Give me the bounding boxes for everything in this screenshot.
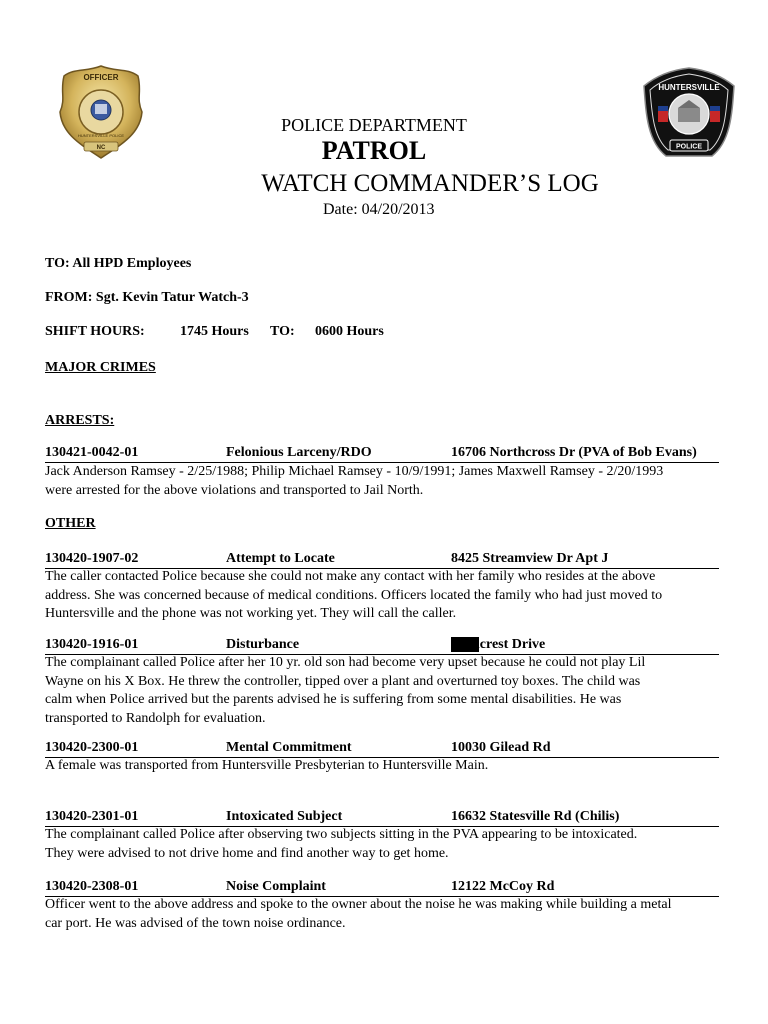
shift-start: 1745 Hours — [180, 324, 249, 339]
narrative-line: Officer went to the above address and spoke to the owner about the noise he was making while building a metal — [45, 897, 672, 912]
incident-location: 10030 Gilead Rd — [451, 740, 551, 755]
case-number: 130420-2300-01 — [45, 740, 139, 755]
narrative-line: Huntersville and the phone was not working yet. They will call the caller. — [45, 606, 457, 621]
incident-type: Mental Commitment — [226, 740, 352, 755]
entry-header — [45, 879, 719, 897]
svg-text:HUNTERSVILLE: HUNTERSVILLE — [658, 83, 720, 92]
entry-header — [45, 809, 719, 827]
entry-header — [45, 551, 719, 569]
patrol-heading: PATROL — [321, 136, 427, 165]
entry-header — [45, 637, 719, 655]
narrative-line: Wayne on his X Box. He threw the controller, tipped over a plant and overturned toy boxes. The child was — [45, 673, 641, 689]
entry-narrative — [45, 826, 725, 863]
shift-label: SHIFT HOURS: — [45, 324, 145, 339]
narrative-line: car port. He was advised of the town noise ordinance. — [45, 915, 346, 931]
incident-location: 16706 Northcross Dr (PVA of Bob Evans) — [451, 445, 697, 460]
narrative-line: address. She was concerned because of medical conditions. Officers located the family who had just moved to — [45, 587, 663, 603]
incident-type: Felonious Larceny/RDO — [226, 445, 372, 460]
svg-text:OFFICER: OFFICER — [83, 73, 119, 82]
narrative-line: The caller contacted Police because she could not make any contact with her family who resides at the above — [45, 569, 656, 584]
section-arrests: ARRESTS: — [45, 413, 115, 428]
memo-from: FROM: Sgt. Kevin Tatur Watch-3 — [45, 290, 249, 305]
memo-shift-hours — [45, 324, 384, 340]
entry-narrative — [45, 757, 725, 776]
narrative-line: Jack Anderson Ramsey - 2/25/1988; Philip Michael Ramsey - 10/9/1991; James Maxwell Ramsey - 2/20/1993 — [45, 464, 664, 479]
narrative-line: A female was transported from Huntersville Presbyterian to Huntersville Main. — [45, 758, 489, 773]
narrative-line: They were advised to not drive home and find another way to get home. — [45, 845, 449, 861]
narrative-line: The complainant called Police after her 10 yr. old son had become very upset because he could not play Lil — [45, 655, 646, 670]
memo-to: TO: All HPD Employees — [45, 256, 192, 271]
incident-location: 12122 McCoy Rd — [451, 879, 555, 894]
case-number: 130420-2308-01 — [45, 879, 139, 894]
entry-narrative — [45, 654, 725, 728]
incident-type: Noise Complaint — [226, 879, 326, 894]
narrative-line: The complainant called Police after observing two subjects sitting in the PVA appearing to be intoxicated. — [45, 827, 638, 842]
section-major-crimes: MAJOR CRIMES — [45, 360, 156, 375]
shift-end: 0600 Hours — [315, 324, 384, 339]
entry-narrative — [45, 463, 725, 500]
log-date: Date: 04/20/2013 — [323, 201, 435, 218]
department-heading: POLICE DEPARTMENT — [281, 115, 467, 135]
incident-type: Disturbance — [226, 637, 300, 652]
incident-type: Intoxicated Subject — [226, 809, 343, 824]
entry-narrative — [45, 896, 725, 933]
shift-to: TO: — [270, 324, 295, 339]
incident-location: 16632 Statesville Rd (Chilis) — [451, 809, 620, 824]
incident-type: Attempt to Locate — [226, 551, 335, 566]
case-number: 130420-2301-01 — [45, 809, 139, 824]
case-number: 130421-0042-01 — [45, 445, 139, 460]
svg-text:HUNTERSVILLE POLICE: HUNTERSVILLE POLICE — [77, 133, 125, 138]
svg-text:POLICE: POLICE — [675, 143, 703, 151]
entry-narrative — [45, 568, 725, 624]
case-number: 130420-1907-02 — [45, 551, 139, 566]
svg-text:NC: NC — [96, 145, 106, 151]
entry-header — [45, 740, 719, 758]
narrative-line: were arrested for the above violations and transported to Jail North. — [45, 482, 424, 498]
entry-header — [45, 445, 719, 463]
narrative-line: calm when Police arrived but the parents advised he is suffering from some mental disabilities. He was — [45, 692, 622, 707]
case-number: 130420-1916-01 — [45, 637, 139, 652]
narrative-line: transported to Randolph for evaluation. — [45, 710, 266, 726]
incident-location: 8425 Streamview Dr Apt J — [451, 551, 609, 566]
log-title: WATCH COMMANDER’S LOG — [261, 170, 599, 197]
section-other: OTHER — [45, 516, 96, 531]
location-text: Glencrest Drive — [451, 637, 546, 652]
